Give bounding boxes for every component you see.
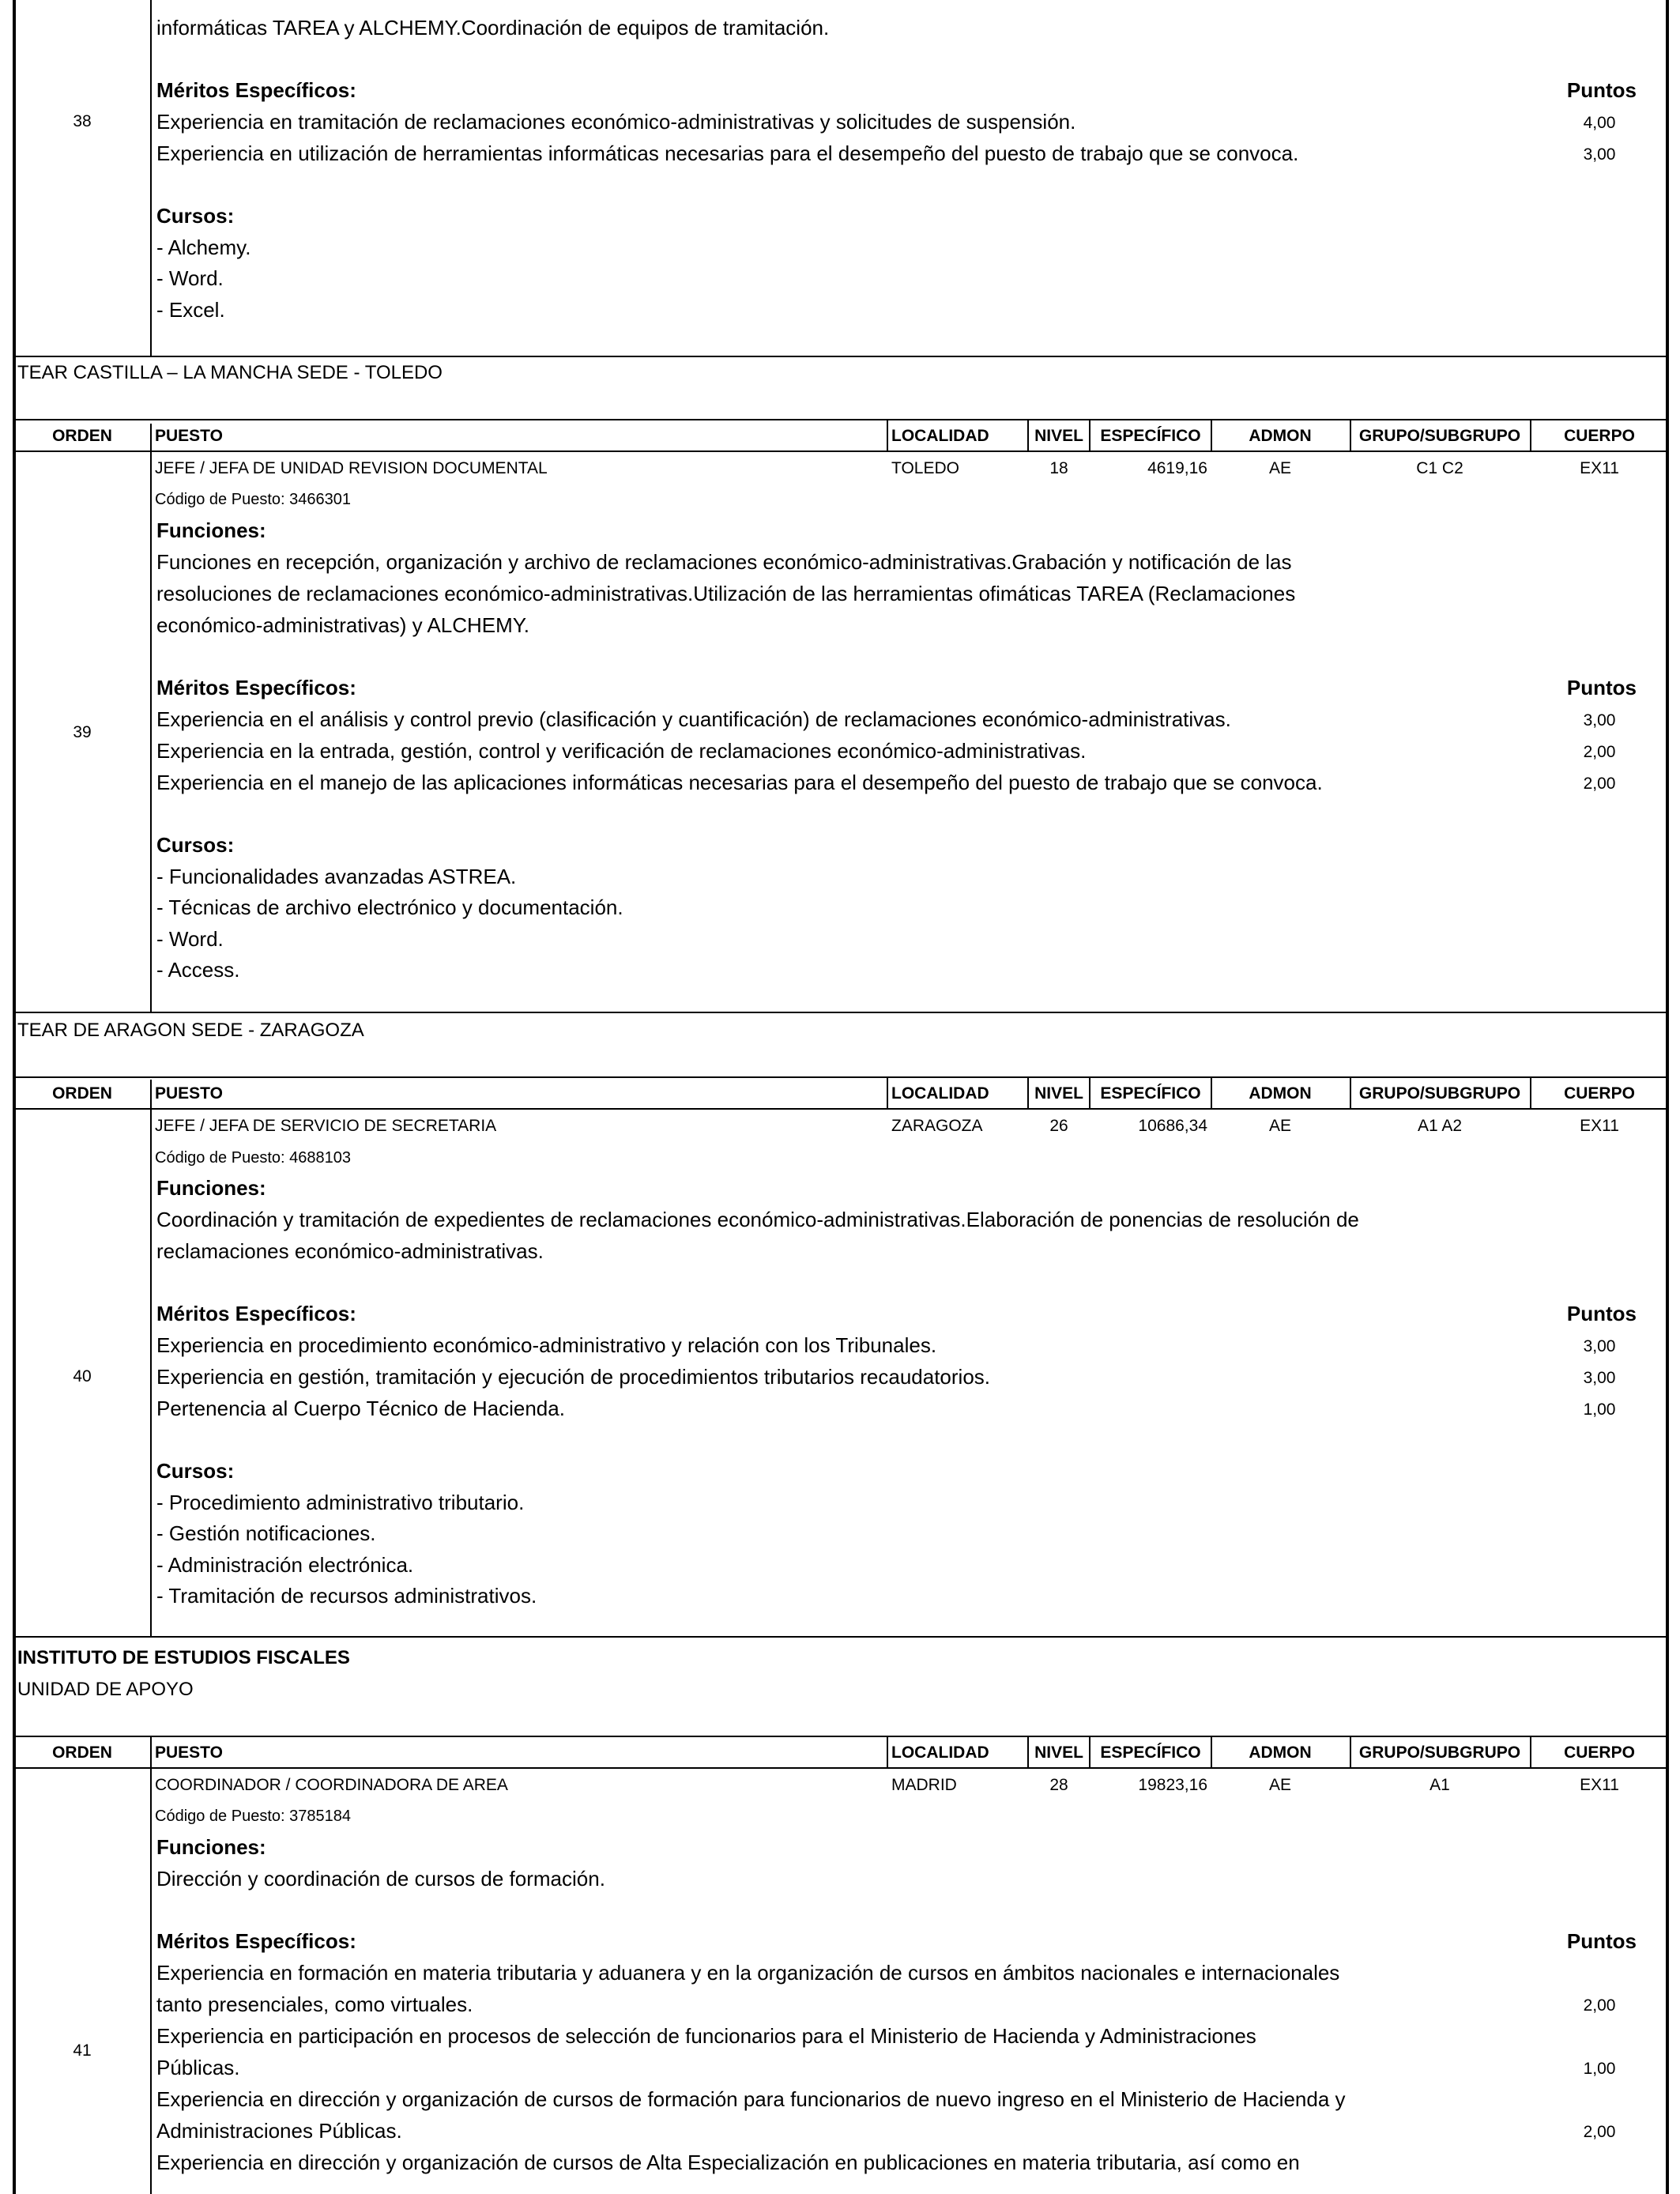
curso-item: - Access. xyxy=(156,958,240,982)
cursos-label: Cursos: xyxy=(156,833,235,857)
nivel: 18 xyxy=(1049,459,1068,477)
merito-points: 1,00 xyxy=(1583,2060,1616,2078)
cuerpo: EX11 xyxy=(1580,459,1619,477)
orden-number: 40 xyxy=(73,1367,92,1385)
curso-item: - Word. xyxy=(156,266,224,290)
merito-points: 2,00 xyxy=(1583,743,1616,761)
orden-number: 38 xyxy=(73,112,92,130)
merito-points: 2,00 xyxy=(1583,2123,1616,2141)
merito-points: 2,00 xyxy=(1583,1996,1616,2015)
header-divider xyxy=(1530,1076,1531,1110)
puesto-name: COORDINADOR / COORDINADORA DE AREA xyxy=(155,1776,508,1794)
column-header: ORDEN xyxy=(52,427,112,445)
header-top-line xyxy=(13,1076,1669,1078)
column-header: PUESTO xyxy=(155,1744,223,1762)
merito-text: Experiencia en dirección y organización de cursos de Alta Especialización en publicaciones en materia tributaria, así como en xyxy=(156,2151,1300,2174)
curso-item: - Tramitación de recursos administrativos. xyxy=(156,1584,537,1608)
merito-text: Administraciones Públicas. xyxy=(156,2119,402,2143)
merito-points: 3,00 xyxy=(1583,145,1616,164)
header-top-line xyxy=(13,1736,1669,1737)
merito-points: 3,00 xyxy=(1583,1337,1616,1355)
funciones-text: económico-administrativas) y ALCHEMY. xyxy=(156,613,530,637)
column-header: ORDEN xyxy=(52,1084,112,1103)
header-divider xyxy=(1530,419,1531,452)
merito-text: Públicas. xyxy=(156,2056,240,2079)
merito-text: Experiencia en el análisis y control previo (clasificación y cuantificación) de reclamaciones económico-administrativas. xyxy=(156,707,1231,731)
merito-text: Experiencia en la entrada, gestión, control y verificación de reclamaciones económico-administrativas. xyxy=(156,739,1087,763)
orden-number: 39 xyxy=(73,723,92,741)
header-divider xyxy=(1027,419,1029,452)
header-bottom-line xyxy=(13,1767,1669,1769)
header-divider xyxy=(1211,1736,1212,1769)
curso-item: - Procedimiento administrativo tributario. xyxy=(156,1491,525,1514)
header-divider xyxy=(1211,419,1212,452)
admon: AE xyxy=(1268,1776,1292,1794)
merito-text: Experiencia en procedimiento económico-administrativo y relación con los Tribunales. xyxy=(156,1333,937,1357)
column-header: ORDEN xyxy=(52,1744,112,1762)
nivel: 28 xyxy=(1049,1776,1068,1794)
meritos-label: Méritos Específicos: xyxy=(156,1929,356,1953)
funciones-text: Funciones en recepción, organización y archivo de reclamaciones económico-administrativas.Grabación y notificación de las xyxy=(156,550,1292,574)
header-divider xyxy=(1211,1076,1212,1110)
column-header: LOCALIDAD xyxy=(891,427,989,445)
header-divider xyxy=(887,419,888,452)
curso-item: - Técnicas de archivo electrónico y documentación. xyxy=(156,895,623,919)
orden-column-divider xyxy=(150,1080,152,1638)
puntos-label: Puntos xyxy=(1566,78,1637,102)
column-header: CUERPO xyxy=(1564,1084,1635,1103)
meritos-label: Méritos Específicos: xyxy=(156,78,356,102)
orden-column-divider xyxy=(150,424,152,1013)
cuerpo: EX11 xyxy=(1580,1117,1619,1135)
especifico: 10686,34 xyxy=(1138,1117,1207,1135)
header-divider xyxy=(887,1076,888,1110)
puntos-label: Puntos xyxy=(1566,1929,1637,1953)
section-title: TEAR DE ARAGON SEDE - ZARAGOZA xyxy=(17,1020,364,1041)
column-header: PUESTO xyxy=(155,427,223,445)
header-divider xyxy=(1027,1076,1029,1110)
orden-column-divider xyxy=(150,1736,152,2194)
section-title: TEAR CASTILLA – LA MANCHA SEDE - TOLEDO xyxy=(17,362,443,383)
column-header: NIVEL xyxy=(1034,427,1083,445)
merito-text: Experiencia en utilización de herramientas informáticas necesarias para el desempeño del puesto de trabajo que se convoca. xyxy=(156,141,1299,165)
column-header: ESPECÍFICO xyxy=(1100,427,1201,445)
meritos-label: Méritos Específicos: xyxy=(156,676,356,699)
row-separator xyxy=(13,1012,1669,1013)
meritos-label: Méritos Específicos: xyxy=(156,1302,356,1325)
admon: AE xyxy=(1268,1117,1292,1135)
localidad: TOLEDO xyxy=(891,459,959,477)
funciones-label: Funciones: xyxy=(156,1835,266,1859)
header-divider xyxy=(1089,419,1090,452)
cursos-label: Cursos: xyxy=(156,1459,235,1483)
puesto-name: JEFE / JEFA DE SERVICIO DE SECRETARIA xyxy=(155,1117,497,1135)
merito-text: Pertenencia al Cuerpo Técnico de Hacienda. xyxy=(156,1397,565,1420)
header-divider xyxy=(887,1736,888,1769)
column-header: GRUPO/SUBGRUPO xyxy=(1358,1084,1521,1103)
curso-item: - Alchemy. xyxy=(156,236,251,259)
column-header: PUESTO xyxy=(155,1084,223,1103)
header-divider xyxy=(1089,1736,1090,1769)
column-header: LOCALIDAD xyxy=(891,1084,989,1103)
cuerpo: EX11 xyxy=(1580,1776,1619,1794)
header-bottom-line xyxy=(13,450,1669,452)
header-top-line xyxy=(13,419,1669,420)
puesto-name: JEFE / JEFA DE UNIDAD REVISION DOCUMENTAL xyxy=(155,459,548,477)
merito-points: 3,00 xyxy=(1583,1369,1616,1387)
funciones-label: Funciones: xyxy=(156,1176,266,1200)
column-header: ESPECÍFICO xyxy=(1100,1744,1201,1762)
funciones-text: informáticas TAREA y ALCHEMY.Coordinación de equipos de tramitación. xyxy=(156,16,830,40)
merito-text: Experiencia en participación en procesos de selección de funcionarios para el Ministerio de Hacienda y Administraciones xyxy=(156,2024,1256,2048)
merito-text: Experiencia en formación en materia tributaria y aduanera y en la organización de cursos en ámbitos nacionales e internacionales xyxy=(156,1961,1340,1985)
nivel: 26 xyxy=(1049,1117,1068,1135)
merito-points: 4,00 xyxy=(1583,114,1616,132)
column-header: LOCALIDAD xyxy=(891,1744,989,1762)
merito-points: 3,00 xyxy=(1583,711,1616,729)
admon: AE xyxy=(1268,459,1292,477)
merito-text: Experiencia en dirección y organización de cursos de formación para funcionarios de nuevo ingreso en el Ministerio de Hacienda y xyxy=(156,2087,1346,2111)
curso-item: - Excel. xyxy=(156,298,225,322)
column-header: ADMON xyxy=(1249,1744,1312,1762)
grupo-subgrupo: C1 C2 xyxy=(1416,459,1463,477)
header-bottom-line xyxy=(13,1108,1669,1110)
section-title: INSTITUTO DE ESTUDIOS FISCALES xyxy=(17,1647,350,1668)
column-header: CUERPO xyxy=(1564,1744,1635,1762)
header-divider xyxy=(1027,1736,1029,1769)
merito-text: tanto presenciales, como virtuales. xyxy=(156,1992,473,2016)
curso-item: - Word. xyxy=(156,927,224,951)
funciones-label: Funciones: xyxy=(156,518,266,542)
especifico: 19823,16 xyxy=(1138,1776,1207,1794)
merito-text: Experiencia en tramitación de reclamaciones económico-administrativas y solicitudes de suspensión. xyxy=(156,110,1076,134)
puntos-label: Puntos xyxy=(1566,676,1637,699)
column-header: ADMON xyxy=(1249,1084,1312,1103)
column-header: NIVEL xyxy=(1034,1084,1083,1103)
especifico: 4619,16 xyxy=(1147,459,1207,477)
right-border xyxy=(1666,0,1669,2194)
merito-points: 1,00 xyxy=(1583,1400,1616,1419)
header-divider xyxy=(1350,1076,1351,1110)
funciones-text: reclamaciones económico-administrativas. xyxy=(156,1239,544,1263)
curso-item: - Funcionalidades avanzadas ASTREA. xyxy=(156,865,517,888)
column-header: CUERPO xyxy=(1564,427,1635,445)
cursos-label: Cursos: xyxy=(156,204,235,228)
section-subtitle: UNIDAD DE APOYO xyxy=(17,1679,194,1700)
column-header: ADMON xyxy=(1249,427,1312,445)
column-header: GRUPO/SUBGRUPO xyxy=(1358,427,1521,445)
column-header: GRUPO/SUBGRUPO xyxy=(1358,1744,1521,1762)
row-separator xyxy=(13,356,1669,357)
grupo-subgrupo: A1 xyxy=(1430,1776,1450,1794)
row-separator xyxy=(13,1636,1669,1638)
header-divider xyxy=(1350,419,1351,452)
codigo-puesto: Código de Puesto: 4688103 xyxy=(155,1149,351,1167)
merito-text: Experiencia en el manejo de las aplicaciones informáticas necesarias para el desempeño del puesto de trabajo que se convoca. xyxy=(156,771,1323,794)
merito-text: Experiencia en gestión, tramitación y ejecución de procedimientos tributarios recaudatorios. xyxy=(156,1365,991,1389)
funciones-text: Dirección y coordinación de cursos de formación. xyxy=(156,1867,605,1891)
curso-item: - Gestión notificaciones. xyxy=(156,1521,376,1545)
funciones-text: Coordinación y tramitación de expedientes de reclamaciones económico-administrativas.Elaboración de ponencias de resolución de xyxy=(156,1208,1359,1231)
column-header: ESPECÍFICO xyxy=(1100,1084,1201,1103)
orden-column-divider xyxy=(150,0,152,357)
left-border xyxy=(13,0,16,2194)
localidad: ZARAGOZA xyxy=(891,1117,983,1135)
puntos-label: Puntos xyxy=(1566,1302,1637,1325)
header-divider xyxy=(1089,1076,1090,1110)
column-header: NIVEL xyxy=(1034,1744,1083,1762)
header-divider xyxy=(1350,1736,1351,1769)
codigo-puesto: Código de Puesto: 3785184 xyxy=(155,1808,351,1825)
funciones-text: resoluciones de reclamaciones económico-administrativas.Utilización de las herramientas ofimáticas TAREA (Reclamaciones xyxy=(156,582,1296,605)
merito-points: 2,00 xyxy=(1583,775,1616,793)
orden-number: 41 xyxy=(73,2041,92,2060)
localidad: MADRID xyxy=(891,1776,957,1794)
codigo-puesto: Código de Puesto: 3466301 xyxy=(155,491,351,508)
curso-item: - Administración electrónica. xyxy=(156,1553,414,1577)
grupo-subgrupo: A1 A2 xyxy=(1417,1117,1463,1135)
header-divider xyxy=(1530,1736,1531,1769)
